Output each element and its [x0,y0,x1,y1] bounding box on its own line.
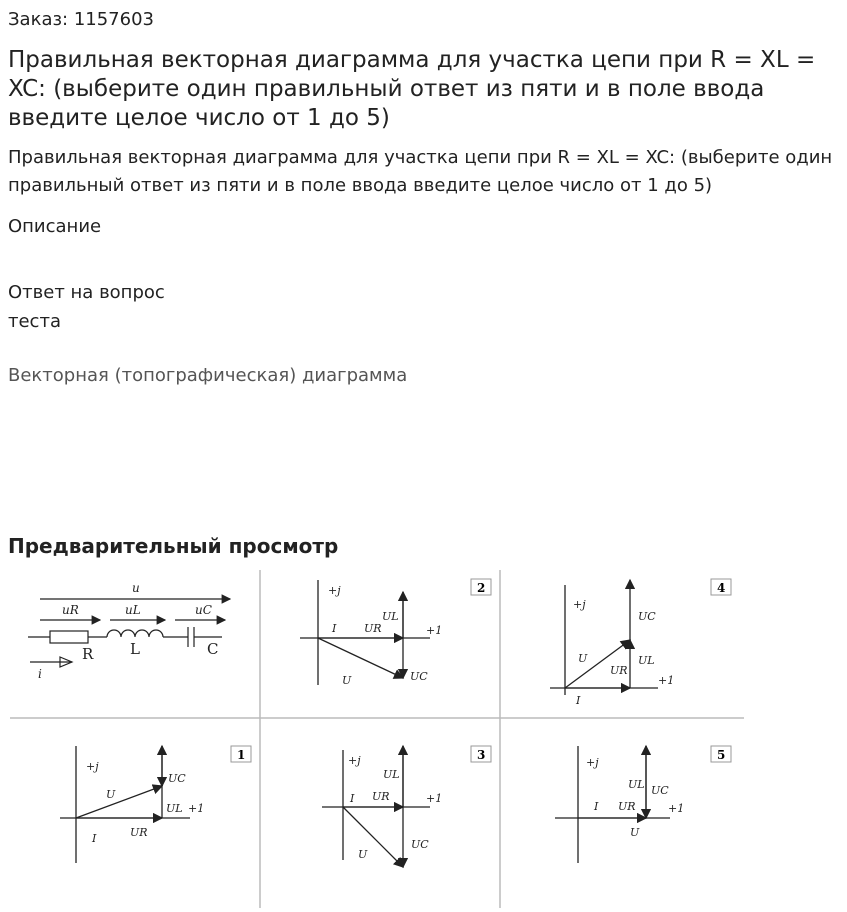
label-U: U [106,788,116,801]
panel-number-4: 4 [717,581,726,595]
vector-diagrams-figure [10,570,744,908]
label-UL: UL [383,768,400,781]
label-UR: UR [610,664,628,677]
label-L: L [130,640,140,658]
label-R: R [82,645,94,663]
preview-heading: Предварительный просмотр [8,534,339,558]
label-UC: UC [168,772,186,785]
label-UR: UR [372,790,390,803]
label-C: C [207,640,219,658]
panel-number-1: 1 [237,748,246,762]
diagram-panel-1 [60,746,251,863]
label-plus-1: +1 [188,802,205,815]
label-plus-j: +j [86,760,99,773]
label-uL: uL [125,603,141,617]
order-number: Заказ: 1157603 [8,9,154,30]
label-u: u [132,581,140,595]
diagram-panel-5 [555,746,731,863]
label-I: I [350,792,355,805]
answer-label: Ответ на вопрос теста [8,282,165,332]
label-U: U [358,848,368,861]
label-UL: UL [166,802,183,815]
label-i: i [38,667,42,681]
diagram-panel-2 [300,579,491,687]
label-UR: UR [364,622,382,635]
label-U: U [578,652,588,665]
panel-number-3: 3 [477,748,486,762]
panel-number-2: 2 [477,581,486,595]
label-plus-1: +1 [426,624,443,637]
label-UR: UR [618,800,636,813]
label-UL: UL [628,778,645,791]
description-heading: Описание [8,216,102,237]
label-UR: UR [130,826,148,839]
label-plus-1: +1 [426,792,443,805]
label-plus-j: +j [586,756,599,769]
label-I: I [576,694,581,707]
label-I: I [594,800,599,813]
label-UL: UL [638,654,655,667]
preview-image [10,570,744,908]
label-U: U [342,674,352,687]
label-U: U [630,826,640,839]
figure-grid [10,570,744,908]
label-plus-j: +j [573,598,586,611]
page-title: Правильная векторная диаграмма для участка цепи при R = XL = XC: (выберите один правильный ответ из пяти и в поле ввода введите целое число от 1 до 5) [8,47,816,131]
panel-number-5: 5 [717,748,726,762]
label-uR: uR [62,603,79,617]
label-plus-1: +1 [668,802,685,815]
label-plus-j: +j [348,754,361,767]
label-uC: uC [195,603,212,617]
label-I: I [92,832,97,845]
diagram-panel-3 [322,746,491,867]
label-plus-1: +1 [658,674,675,687]
diagram-panel-4 [550,579,731,707]
label-UC: UC [410,670,428,683]
answer-text: Векторная (топографическая) диаграмма [8,365,408,386]
question-text: Правильная векторная диаграмма для участка цепи при R = XL = XC: (выберите один правильный ответ из пяти и в поле ввода введите целое число от 1 до 5) [8,147,833,196]
label-UL: UL [382,610,399,623]
label-UC: UC [638,610,656,623]
label-UC: UC [651,784,669,797]
label-plus-j: +j [328,584,341,597]
label-UC: UC [411,838,429,851]
label-I: I [332,622,337,635]
